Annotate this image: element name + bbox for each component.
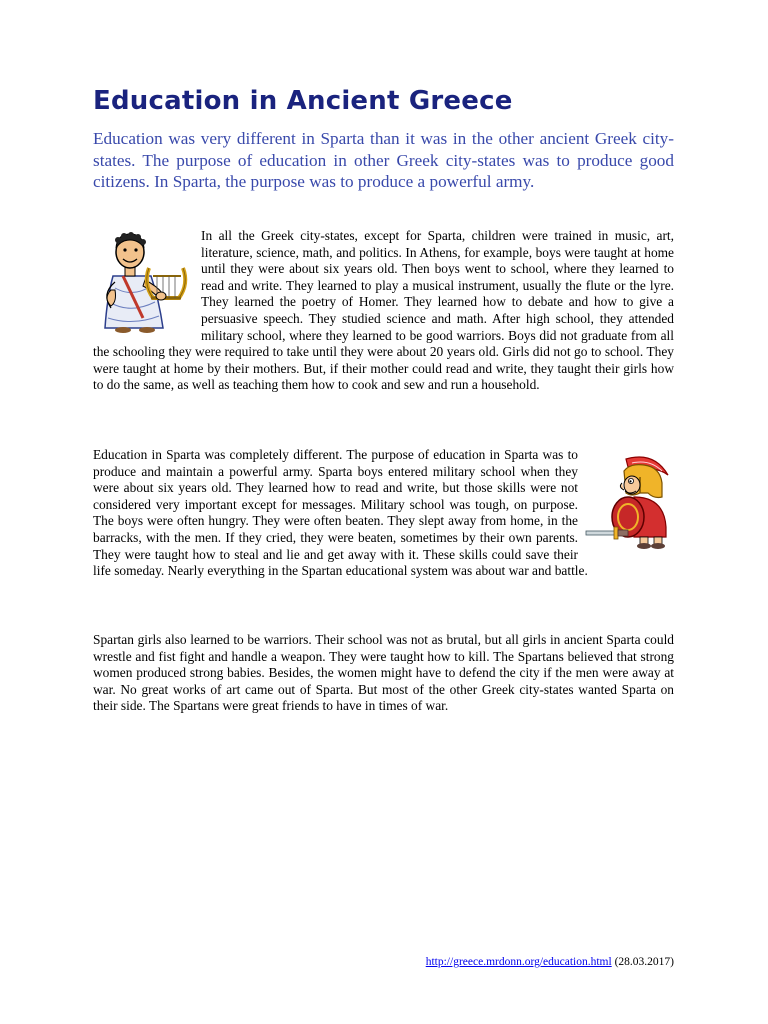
source-date: (28.03.2017) [614,956,674,968]
paragraph-spartan-girls: Spartan girls also learned to be warriors. Their school was not as brutal, but all girls in ancient Sparta could wrestle and fist fight and handle a weapon. They were taught how to kill. The Spartans believed that strong women produced strong babies. Besides, the women might have to defend the city if the men were away at war. No great works of art came out of Sparta. But most of the other Greek city-states wanted Sparta on their side. The Spartans were great friends to have in times of war. [93,632,674,714]
intro-paragraph: Education was very different in Sparta than it was in the other ancient Greek city-states. The purpose of education in other Greek city-states was to produce good citizens. In Sparta, the purpose was to produce a powerful army. [93,129,674,191]
paragraph-text: In all the Greek city-states, except for Sparta, children were trained in music, art, literature, science, math, and politics. In Athens, for example, boys were taught at home until they were about six years old. Then boys went to school, where they learned to read and write. They learned to play a musical instrument, usually the flute or the lyre. They learned the poetry of Homer. They learned how to debate and how to give a persuasive speech. They studied science and math. After high school, they attended military school, where they learned to be good warriors. Boys did not graduate from all the schooling they were required to take until they were about 20 years old. Girls did not go to school. They were taught at home by their mothers. But, if their mother could read and write, they taught their girls how to do the same, as well as teaching them how to cook and sew and run a household. [93,228,674,393]
source-link[interactable]: http://greece.mrdonn.org/education.html [425,956,612,968]
lyre-player-illustration [93,228,197,336]
paragraph-sparta-education [93,447,674,580]
spartan-warrior-illustration [584,453,674,549]
lyre-player-icon [93,228,197,336]
source-footer [426,956,674,968]
page-title: Education in Ancient Greece [93,86,513,116]
spartan-warrior-icon [584,453,674,549]
paragraph-text: Education in Sparta was completely different. The purpose of education in Sparta was to produce and maintain a powerful army. Sparta boys entered military school when they were about six years old. They learned how to read and write, but those skills were not considered very important except for messages. Military school was tough, on purpose. The boys were often hungry. They were often beaten. They slept away from home, in the barracks, with the men. If they cried, they were beaten, sometimes by their own parents. They were taught how to steal and lie and get away with it. These skills could save their life someday. Nearly everything in the Spartan educational system was about war and battle. [93,447,588,579]
paragraph-athens-education [93,228,674,394]
